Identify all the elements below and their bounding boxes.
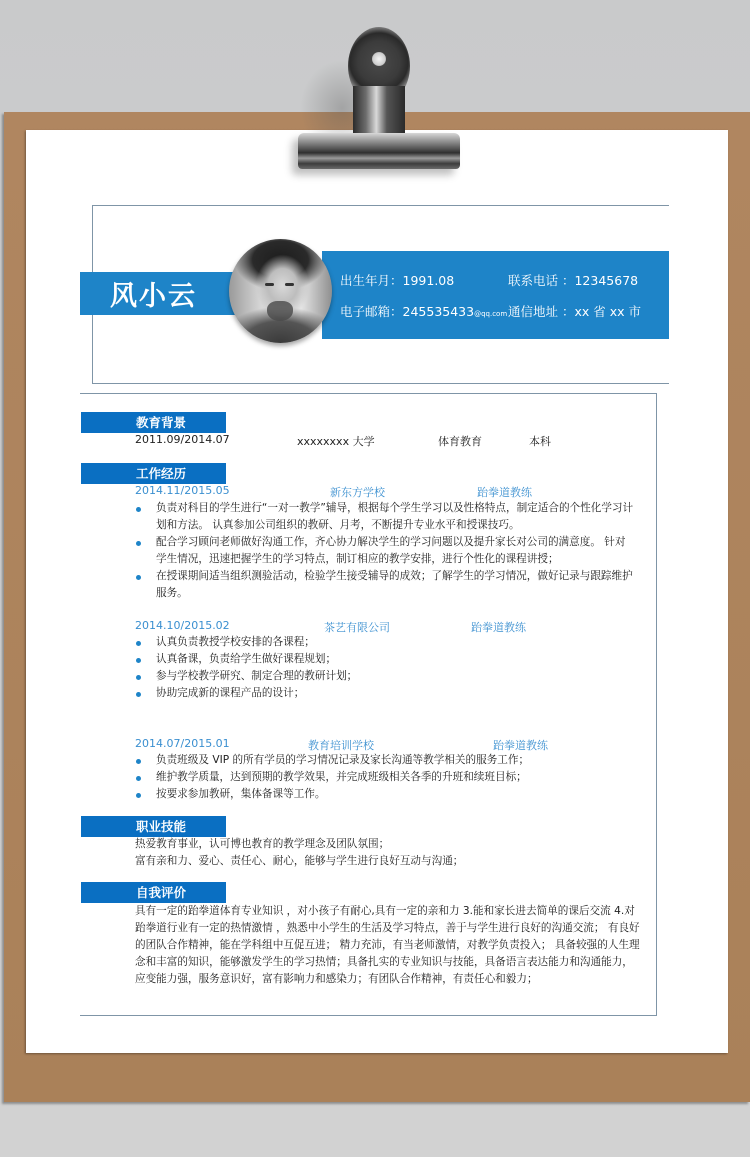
job-period: 2014.10/2015.02 (135, 619, 230, 632)
job-duty: 负责对科目的学生进行“一对一教学”辅导，根据每个学生学习以及性格特点，制定适合的个性化学习计划和方法。 认真参加公司组织的教研、月考，不断提升专业水平和授课技巧。 (156, 502, 634, 531)
birth-value: 1991.08 (402, 273, 455, 288)
job-position: 跆拳道教练 (477, 486, 532, 499)
bullet-icon (136, 658, 141, 663)
job-duty: 配合学习顾问老师做好沟通工作，齐心协力解决学生的学习问题以及提升家长对公司的满意度。 针对学生情况，迅速把握学生的学习特点，制订相应的教学安排，进行个性化的课程讲授； (156, 536, 626, 565)
bullet-icon (136, 776, 141, 781)
candidate-name: 风小云 (80, 272, 240, 315)
job-company: 教育培训学校 (308, 739, 374, 752)
email-info (340, 302, 507, 320)
job-duty: 维护教学质量，达到预期的教学效果，并完成班级相关各季的升班和续班目标； (156, 771, 527, 783)
section-title-self-evaluation: 自我评价 (81, 882, 226, 903)
education-major: 体育教育 (438, 435, 482, 448)
address-label: 通信地址 ： (508, 304, 575, 319)
phone-value: 12345678 (574, 273, 639, 288)
job-company: 新东方学校 (330, 486, 385, 499)
education-degree: 本科 (529, 435, 551, 448)
avatar-eye (265, 283, 274, 286)
section-title-work: 工作经历 (81, 463, 226, 484)
bullet-icon (136, 675, 141, 680)
binder-clip-hole (372, 52, 386, 66)
job-duty: 认真备课，负责给学生做好课程规划； (156, 653, 337, 665)
skill-line: 富有亲和力、爱心、责任心、耐心，能够与学生进行良好互动与沟通； (135, 855, 464, 867)
section-title-education: 教育背景 (81, 412, 226, 433)
section-title-skills: 职业技能 (81, 816, 226, 837)
job-duty: 按要求参加教研，集体备课等工作。 (156, 788, 326, 800)
address-value: xx 省 xx 市 (574, 304, 641, 319)
binder-clip-neck (353, 86, 405, 136)
bullet-icon (136, 692, 141, 697)
bullet-icon (136, 641, 141, 646)
bullet-icon (136, 793, 141, 798)
email-label: 电子邮箱： (340, 304, 403, 319)
address-info (508, 302, 641, 320)
job-duty: 在授课期间适当组织测验活动，检验学生接受辅导的成效；了解学生的学习情况，做好记录与跟踪维护服务。 (156, 570, 633, 599)
self-evaluation-text: 具有一定的跆拳道体育专业知识 ，对小孩子有耐心,具有一定的亲和力 3.能和家长进去简单的课后交流 4.对跆拳道行业有一定的热情激情 ，熟悉中小学生的生活及学习特点，善于与学生进行良好的沟通交流； 有良好的团队合作精神，能在学科组中互促互进； 精力充沛，有当老师激情，对教学负责投入； 具备较强的人生理念和丰富的知识，能够激发学生的学习热情；具备扎实的专业知识与技能，具备语言表达能力和沟通能力，应变能力强，服务意识好，富有影响力和感染力；有团队合作精神，有责任心和毅力； (135, 905, 640, 985)
birth-info (340, 271, 454, 289)
binder-clip-icon (298, 133, 460, 169)
job-duty: 参与学校教学研究、制定合理的教研计划； (156, 670, 358, 682)
education-school: xxxxxxxx 大学 (297, 435, 375, 448)
phone-label: 联系电话 ： (508, 273, 575, 288)
bullet-icon (136, 507, 141, 512)
bullet-icon (136, 575, 141, 580)
job-duty: 协助完成新的课程产品的设计； (156, 687, 305, 699)
bullet-icon (136, 759, 141, 764)
job-position: 跆拳道教练 (493, 739, 548, 752)
job-duty: 负责班级及 VIP 的所有学员的学习情况记录及家长沟通等教学相关的服务工作； (156, 754, 530, 766)
job-position: 跆拳道教练 (471, 621, 526, 634)
job-period: 2014.11/2015.05 (135, 484, 230, 497)
phone-info (508, 271, 638, 289)
bullet-icon (136, 541, 141, 546)
birth-label: 出生年月： (340, 273, 403, 288)
email-value: 245535433 (402, 304, 475, 319)
job-period: 2014.07/2015.01 (135, 737, 230, 750)
job-company: 茶艺有限公司 (324, 621, 390, 634)
skill-line: 热爱教育事业，认可博也教育的教学理念及团队氛围； (135, 838, 390, 850)
email-suffix: @qq.com (474, 310, 508, 318)
avatar-photo (229, 239, 332, 343)
education-period: 2011.09/2014.07 (135, 433, 230, 446)
avatar-eye (285, 283, 294, 286)
avatar-beard (267, 301, 293, 321)
header-info-band (322, 251, 669, 339)
job-duty: 认真负责教授学校安排的各课程； (156, 636, 315, 648)
